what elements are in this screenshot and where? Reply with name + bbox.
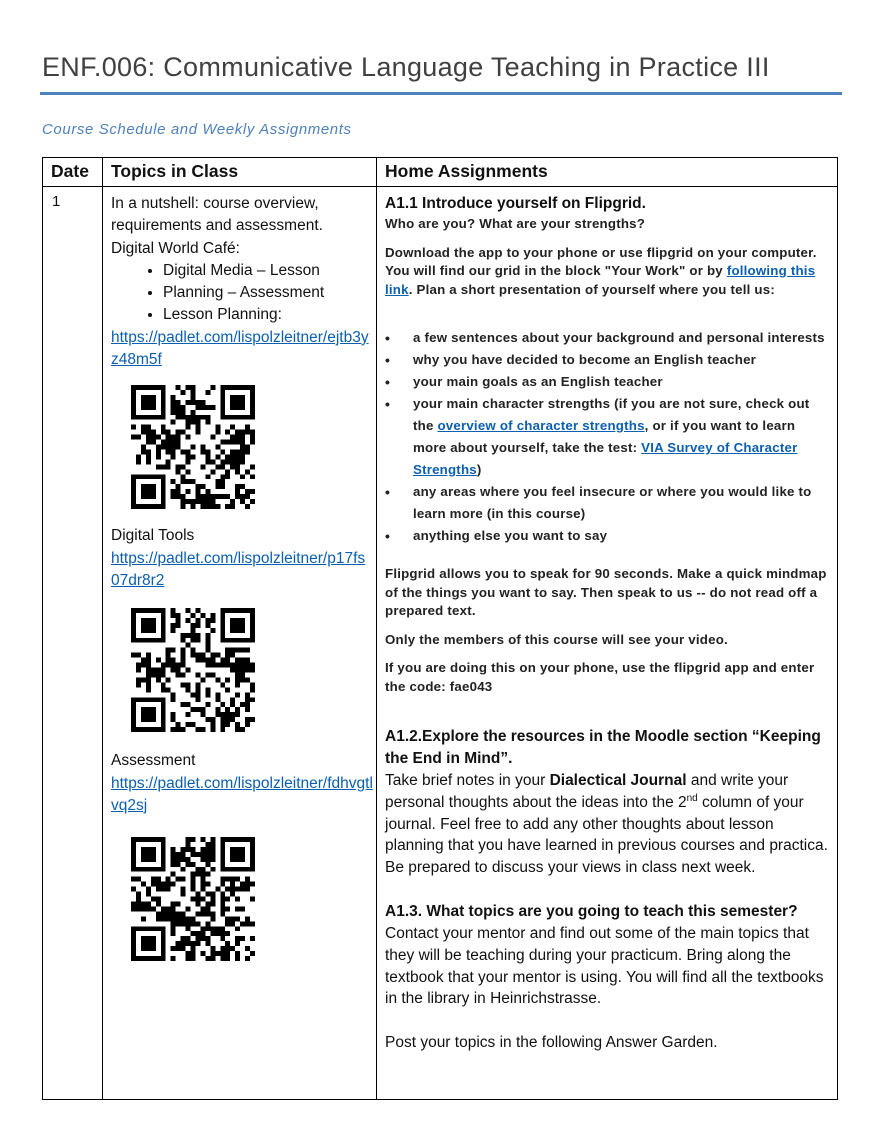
list-item: • your main character strengths (if you are not sure, check out the overview of character strengths, or if you want to learn more about yourself, take the test: VIA Survey of Character Strengths) bbox=[413, 393, 831, 481]
a11-paragraph-3: Only the members of this course will see your video. bbox=[385, 631, 728, 647]
qr-code-icon bbox=[131, 385, 255, 509]
list-item: • Digital Media – Lesson bbox=[163, 260, 373, 282]
assessment-label: Assessment bbox=[111, 752, 196, 770]
topics-intro: In a nutshell: course overview, requirements and assessment. bbox=[111, 195, 323, 235]
list-item: • your main goals as an English teacher bbox=[413, 371, 831, 393]
a11-paragraph-4: If you are doing this on your phone, use the flipgrid app and enter the code: fae043 bbox=[385, 660, 815, 694]
header-topics: Topics in Class bbox=[103, 158, 377, 187]
topics-cell bbox=[103, 187, 377, 1100]
cafe-label: Digital World Café: bbox=[111, 239, 240, 257]
a13-title: A1.3. What topics are you going to teach this semester? bbox=[385, 902, 798, 920]
via-survey-link[interactable]: VIA Survey of Character Strengths bbox=[413, 440, 798, 477]
assignments-content bbox=[385, 193, 831, 1054]
a13-paragraph-1: Contact your mentor and find out some of the main topics that they will be teaching during your practicum. Bring along the textbook that your mentor is using. You will find all the textbooks in the library in Heinrichstrasse. bbox=[385, 924, 824, 1008]
cafe-list bbox=[111, 260, 373, 327]
a12-paragraph-2: Be prepared to discuss your views in class next week. bbox=[385, 859, 756, 877]
a12-title: A1.2.Explore the resources in the Moodle section “Keeping the End in Mind”. bbox=[385, 728, 821, 767]
a11-title: A1.1 Introduce yourself on Flipgrid. bbox=[385, 195, 646, 212]
qr-code-icon bbox=[131, 608, 255, 732]
padlet-link-tools[interactable]: https://padlet.com/lispolzleitner/p17fs07dr8r2 bbox=[111, 549, 366, 589]
document-subtitle: Course Schedule and Weekly Assignments bbox=[42, 121, 352, 138]
a11-bullets bbox=[385, 327, 831, 547]
a13-paragraph-2: Post your topics in the following Answer Garden. bbox=[385, 1034, 718, 1052]
schedule-table bbox=[42, 157, 838, 1100]
list-item: • why you have decided to become an English teacher bbox=[413, 349, 831, 371]
padlet-link-assessment[interactable]: https://padlet.com/lispolzleitner/fdhvgtlvq2sj bbox=[111, 774, 373, 814]
qr-code-icon bbox=[131, 837, 255, 961]
a12-paragraph-1: Take brief notes in your Dialectical Journal and write your personal thoughts about the ideas into the 2nd column of your journal. Feel free to add any other thoughts about lesson planning that you have learned in previous courses and practica. bbox=[385, 772, 828, 855]
table-header-row bbox=[43, 158, 838, 187]
flipgrid-link[interactable]: following this link bbox=[385, 263, 816, 297]
character-strengths-link[interactable]: overview of character strengths bbox=[437, 418, 645, 433]
tools-label: Digital Tools bbox=[111, 527, 195, 545]
title-divider bbox=[40, 92, 842, 95]
a11-paragraph-1: Download the app to your phone or use flipgrid on your computer. You will find our grid in the block "Your Work" or by following this link. Plan a short presentation of yourself where you tell us: bbox=[385, 244, 817, 297]
list-item: • Planning – Assessment bbox=[163, 282, 373, 304]
padlet-link-lesson[interactable]: https://padlet.com/lispolzleitner/ejtb3yz48m5f bbox=[111, 328, 369, 369]
topics-content bbox=[111, 193, 373, 977]
a11-question: Who are you? What are your strengths? bbox=[385, 216, 646, 231]
table-row bbox=[43, 187, 838, 1100]
header-assignments: Home Assignments bbox=[377, 158, 838, 187]
list-item: • anything else you want to say bbox=[413, 525, 831, 547]
list-item: • a few sentences about your background and personal interests bbox=[413, 327, 831, 349]
list-item: • any areas where you feel insecure or where you would like to learn more (in this course) bbox=[413, 481, 831, 525]
list-item: • Lesson Planning: bbox=[163, 304, 373, 326]
document-title: ENF.006: Communicative Language Teaching in Practice III bbox=[42, 52, 770, 82]
date-value: 1 bbox=[52, 193, 61, 210]
a11-paragraph-2: Flipgrid allows you to speak for 90 seconds. Make a quick mindmap of the things you want to say. Then speak to us -- do not read off a prepared text. bbox=[385, 566, 827, 618]
header-date: Date bbox=[43, 158, 103, 187]
date-cell bbox=[43, 187, 103, 1100]
assignments-cell bbox=[377, 187, 838, 1100]
